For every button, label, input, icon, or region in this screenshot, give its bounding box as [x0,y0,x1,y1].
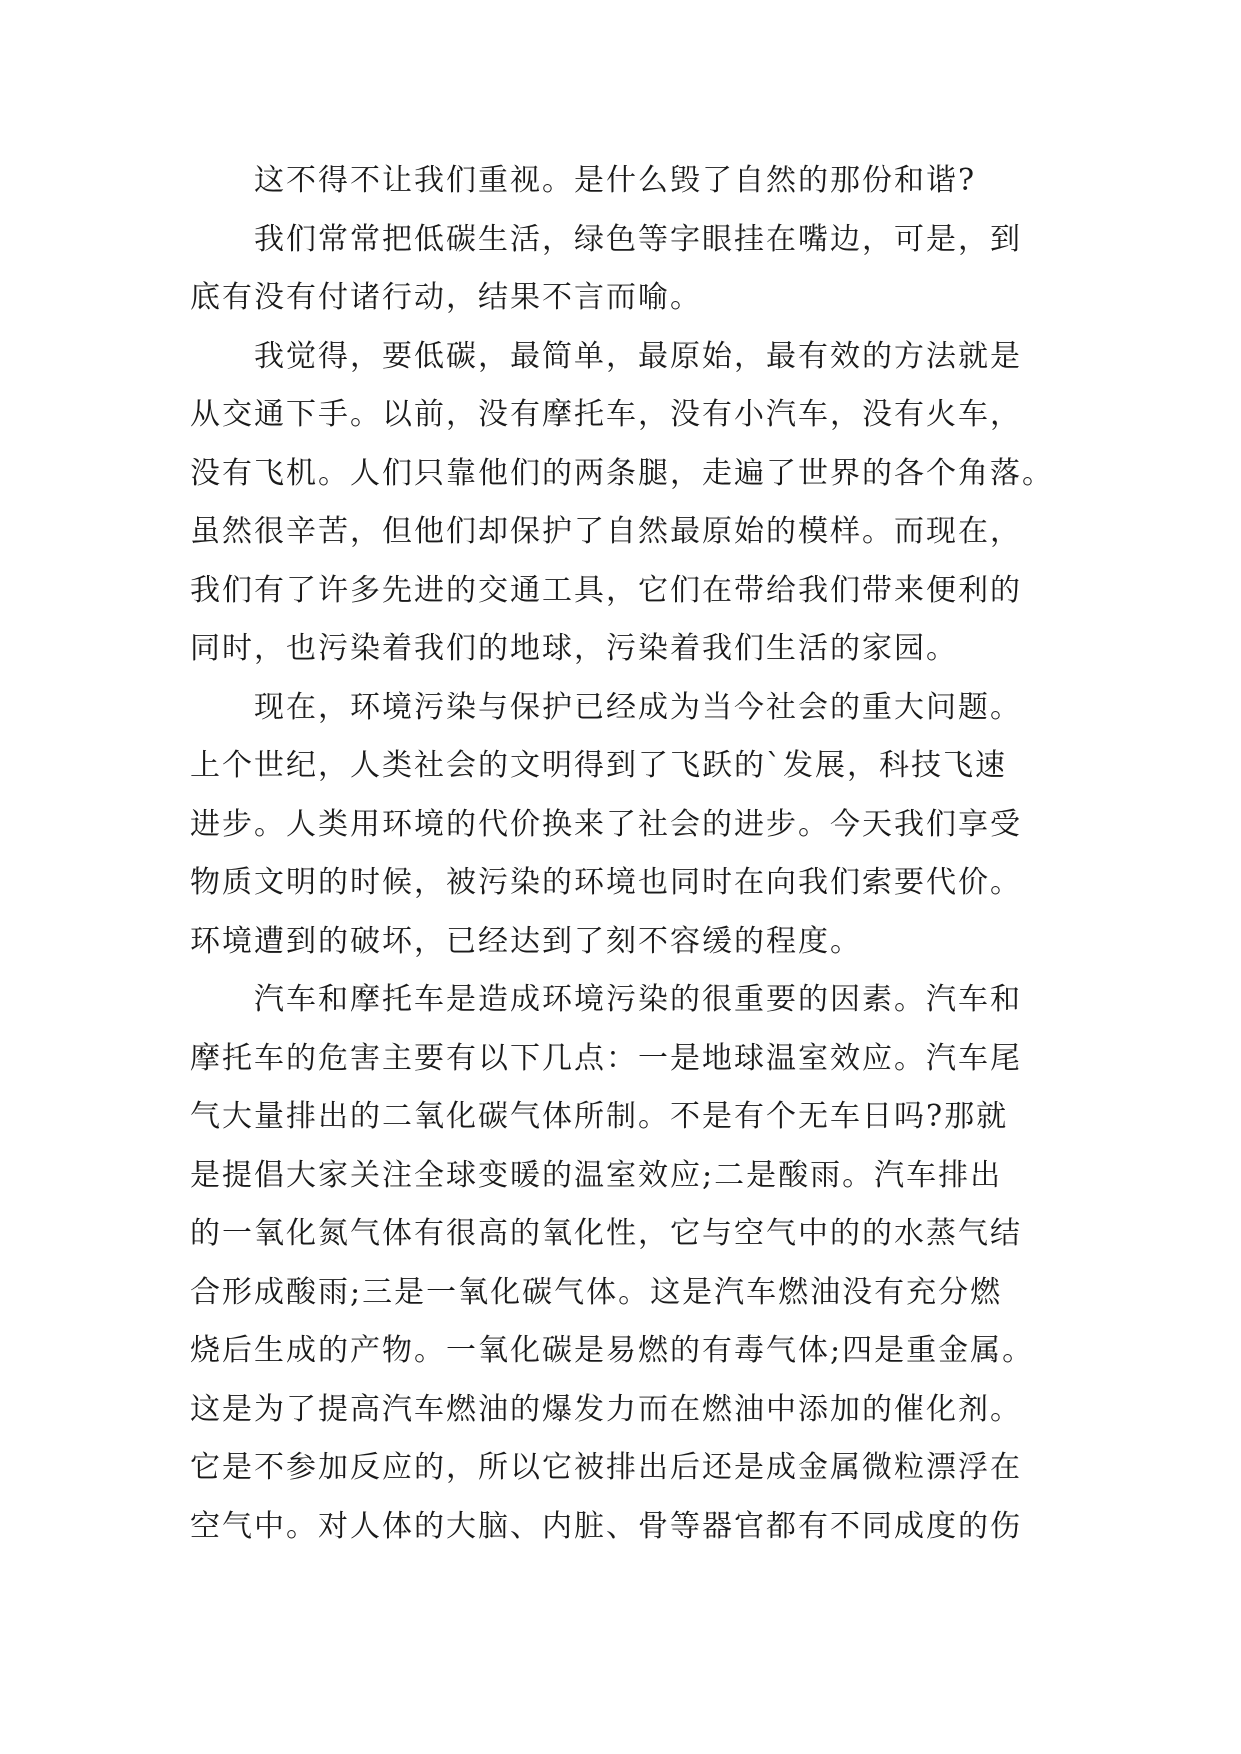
paragraph-line: 我们有了许多先进的交通工具，它们在带给我们带来便利的 [190,572,1022,608]
paragraph-line: 现在，环境污染与保护已经成为当今社会的重大问题。 [254,689,1022,725]
paragraph-line: 我觉得，要低碳，最简单，最原始，最有效的方法就是 [254,338,1022,374]
paragraph-line: 是提倡大家关注全球变暖的温室效应;二是酸雨。汽车排出 [190,1157,1003,1193]
paragraph-line: 环境遭到的破坏，已经达到了刻不容缓的程度。 [190,923,862,959]
paragraph-line: 物质文明的时候，被污染的环境也同时在向我们索要代价。 [190,865,1022,900]
paragraph-line: 汽车和摩托车是造成环境污染的很重要的因素。汽车和 [254,982,1022,1017]
paragraph-line: 气大量排出的二氧化碳气体所制。不是有个无车日吗?那就 [190,1099,1009,1134]
paragraph-line: 我们常常把低碳生活，绿色等字眼挂在嘴边，可是，到 [254,221,1022,257]
paragraph-line: 虽然很辛苦，但他们却保护了自然最原始的模样。而现在， [190,514,1022,549]
paragraph-line: 上个世纪，人类社会的文明得到了飞跃的`发展，科技飞速 [190,748,1007,783]
paragraph-line: 没有飞机。人们只靠他们的两条腿，走遍了世界的各个角落。 [190,455,1054,491]
paragraph-line: 摩托车的危害主要有以下几点：一是地球温室效应。汽车尾 [190,1040,1022,1076]
paragraph-line: 进步。人类用环境的代价换来了社会的进步。今天我们享受 [190,806,1022,842]
paragraph-line: 底有没有付诸行动，结果不言而喻。 [190,280,702,315]
document-body [190,152,1054,1556]
paragraph-line: 这是为了提高汽车燃油的爆发力而在燃油中添加的催化剂。 [190,1391,1022,1427]
paragraph-line: 同时，也污染着我们的地球，污染着我们生活的家园。 [190,631,958,666]
paragraph-line: 合形成酸雨;三是一氧化碳气体。这是汽车燃油没有充分燃 [190,1274,1003,1310]
paragraph-line: 空气中。对人体的大脑、内脏、骨等器官都有不同成度的伤 [190,1508,1022,1544]
paragraph-line: 这不得不让我们重视。是什么毁了自然的那份和谐? [254,163,977,198]
paragraph-line: 烧后生成的产物。一氧化碳是易燃的有毒气体;四是重金属。 [190,1333,1035,1368]
paragraph-line: 它是不参加反应的，所以它被排出后还是成金属微粒漂浮在 [190,1450,1022,1485]
paragraph-line: 从交通下手。以前，没有摩托车，没有小汽车，没有火车， [190,397,1022,432]
paragraph-line: 的一氧化氮气体有很高的氧化性，它与空气中的的水蒸气结 [190,1216,1022,1251]
